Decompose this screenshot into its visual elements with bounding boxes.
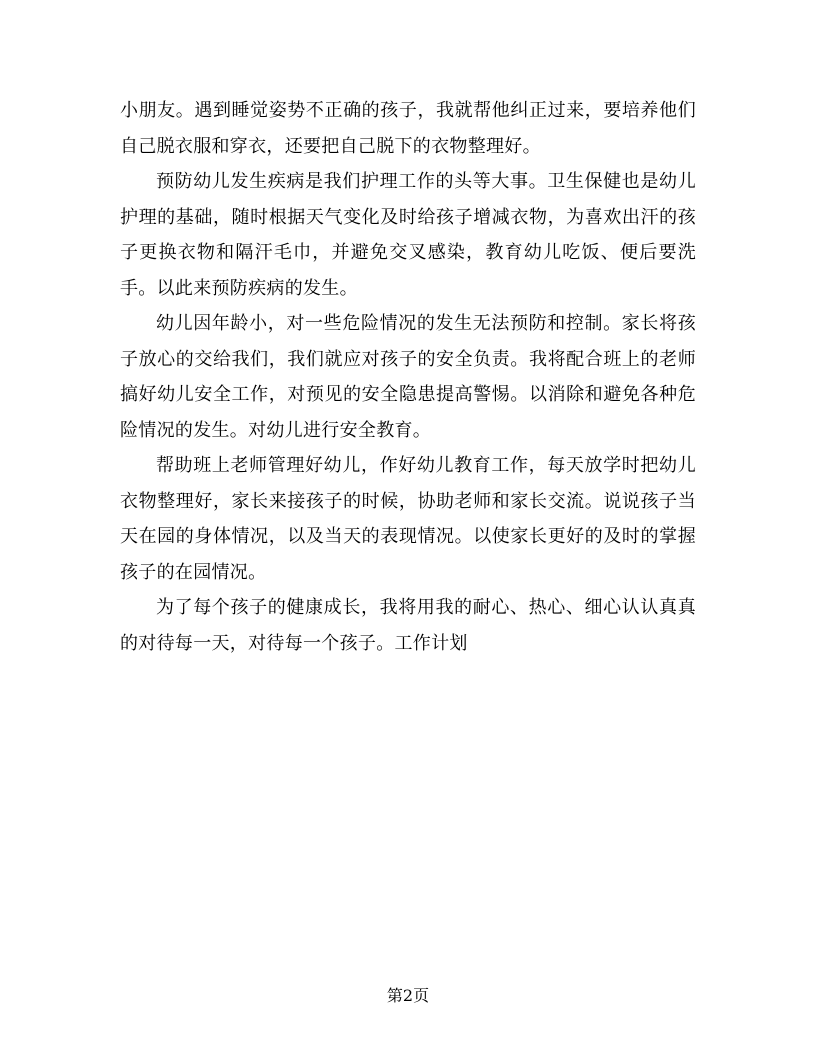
paragraph-assist-teacher: 帮助班上老师管理好幼儿，作好幼儿教育工作，每天放学时把幼儿衣物整理好，家长来接孩子的时候，协助老师和家长交流。说说孩子当天在园的身体情况，以及当天的表现情况。以使家长更好的及时的掌握孩子的在园情况。 [120, 455, 696, 583]
paragraph-continued: 小朋友。遇到睡觉姿势不正确的孩子，我就帮他纠正过来，要培养他们自己脱衣服和穿衣，还要把自己脱下的衣物整理好。 [120, 100, 696, 157]
paragraph-safety: 幼儿因年龄小，对一些危险情况的发生无法预防和控制。家长将孩子放心的交给我们，我们就应对孩子的安全负责。我将配合班上的老师搞好幼儿安全工作，对预见的安全隐患提高警惕。以消除和避免各种危险情况的发生。对幼儿进行安全教育。 [120, 313, 696, 441]
paragraph-closing: 为了每个孩子的健康成长，我将用我的耐心、热心、细心认认真真的对待每一天，对待每一个孩子。工作计划 [120, 597, 696, 654]
page-number: 第2页 [386, 986, 430, 1005]
paragraph-disease-prevention: 预防幼儿发生疾病是我们护理工作的头等大事。卫生保健也是幼儿护理的基础，随时根据天气变化及时给孩子增减衣物，为喜欢出汗的孩子更换衣物和隔汗毛巾，并避免交叉感染，教育幼儿吃饭、便后要洗手。以此来预防疾病的发生。 [120, 171, 696, 299]
document-body [120, 93, 696, 661]
